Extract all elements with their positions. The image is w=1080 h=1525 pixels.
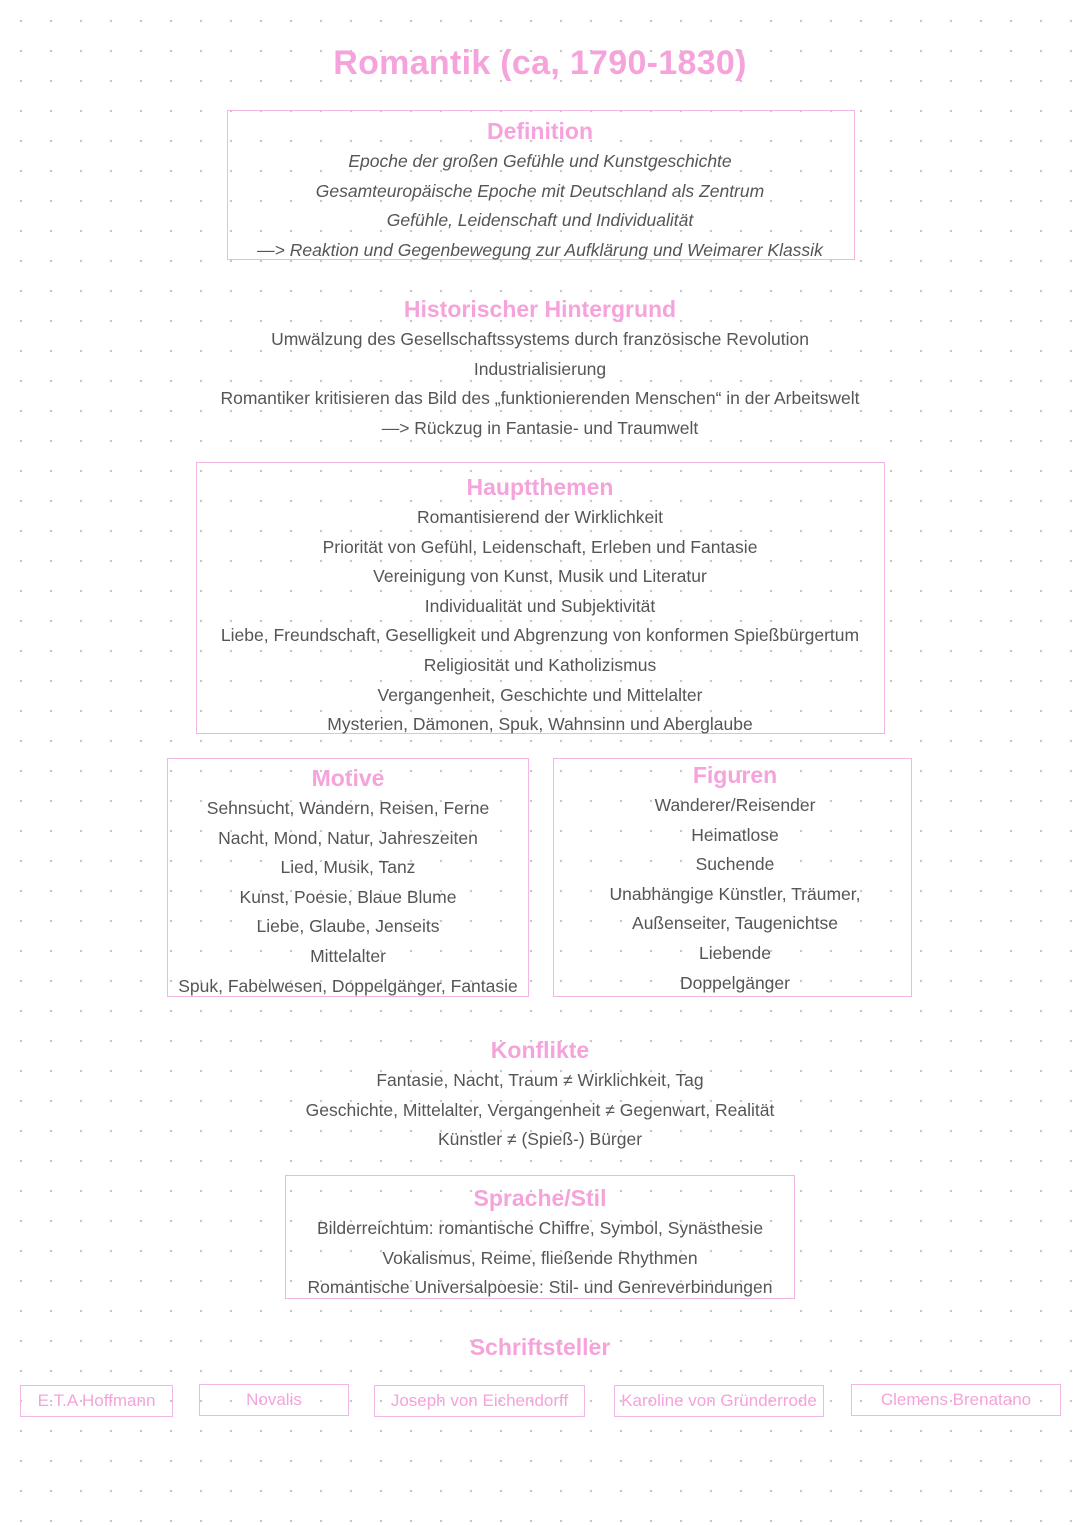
writers-heading: Schriftsteller — [469, 1334, 611, 1360]
style-line: Bilderreichtum: romantische Chiffre, Symbol, Synästhesie — [316, 1218, 764, 1238]
history-line: Romantiker kritisieren das Bild des „funktionierenden Menschen“ in der Arbeitswelt — [220, 388, 860, 409]
themes-line: Vereinigung von Kunst, Musik und Literatur — [373, 566, 707, 587]
style-line: Romantische Universalpoesie: Stil- und Genreverbindungen — [307, 1277, 773, 1298]
history-section — [0, 293, 1080, 443]
conflicts-line: Geschichte, Mittelalter, Vergangenheit ≠ Gegenwart, Realität — [305, 1099, 775, 1120]
style-heading: Sprache/Stil — [473, 1185, 607, 1211]
themes-line: Individualität und Subjektivität — [424, 595, 656, 616]
figures-line: Liebende — [698, 942, 772, 963]
writers-section — [0, 1331, 1080, 1363]
themes-line: Mysterien, Dämonen, Spuk, Wahnsinn und Aberglaube — [327, 714, 753, 735]
motives-heading: Motive — [311, 765, 385, 791]
definition-line: —> Reaktion und Gegenbewegung zur Aufklärung und Weimarer Klassik — [257, 239, 823, 260]
writer-tag-hoffmann: E.T.A Hoffmann — [20, 1385, 173, 1417]
history-heading: Historischer Hintergrund — [403, 296, 677, 322]
conflicts-section — [0, 1034, 1080, 1155]
motives-line: Nacht, Mond, Natur, Jahreszeiten — [218, 827, 478, 848]
writer-tag-brentano: Clemens Brenatano — [851, 1384, 1061, 1416]
definition-heading: Definition — [486, 118, 594, 144]
writer-tag-eichendorff: Joseph von Eichendorff — [374, 1385, 585, 1417]
conflicts-line: Künstler ≠ (Spieß-) Bürger — [437, 1129, 643, 1150]
motives-line: Kunst, Poesie, Blaue Blume — [239, 886, 457, 907]
themes-heading: Hauptthemen — [466, 474, 614, 500]
motives-line: Sehnsucht, Wandern, Reisen, Ferne — [206, 798, 490, 818]
conflicts-line: Fantasie, Nacht, Traum ≠ Wirklichkeit, Tag — [376, 1070, 704, 1090]
figures-line: Suchende — [695, 854, 775, 875]
motives-line: Liebe, Glaube, Jenseits — [256, 916, 440, 937]
definition-section — [0, 115, 1080, 265]
themes-line: Liebe, Freundschaft, Geselligkeit und Abgrenzung von konformen Spießbürgertum — [220, 625, 860, 646]
definition-line: Gesamteuropäische Epoche mit Deutschland als Zentrum — [315, 180, 765, 201]
figures-line: Außenseiter, Taugenichtse — [632, 913, 838, 934]
themes-line: Romantisierend der Wirklichkeit — [416, 507, 664, 527]
history-line: Umwälzung des Gesellschaftssystems durch französische Revolution — [271, 329, 809, 349]
themes-section — [0, 471, 1080, 740]
conflicts-heading: Konflikte — [490, 1037, 590, 1063]
figures-line: Unabhängige Künstler, Träumer, — [609, 883, 861, 904]
themes-line: Vergangenheit, Geschichte und Mittelalter — [377, 684, 703, 705]
figures-line: Wanderer/Reisender — [654, 795, 816, 815]
figures-section — [553, 759, 917, 998]
history-line: Industrialisierung — [473, 358, 607, 379]
figures-line: Doppelgänger — [680, 972, 790, 993]
motives-section — [167, 762, 529, 1001]
figures-line: Heimatlose — [691, 824, 779, 845]
page-title: Romantik (ca, 1790-1830) — [333, 44, 747, 82]
themes-line: Religiosität und Katholizismus — [423, 654, 657, 675]
writer-tag-novalis: Novalis — [199, 1384, 349, 1416]
style-section — [0, 1182, 1080, 1303]
themes-line: Priorität von Gefühl, Leidenschaft, Erleben und Fantasie — [322, 536, 758, 557]
writer-tag-guenderrode: Karoline von Gründerrode — [614, 1385, 824, 1417]
definition-line: Gefühle, Leidenschaft und Individualität — [386, 210, 694, 231]
motives-line: Mittelalter — [310, 945, 386, 966]
figures-heading: Figuren — [692, 762, 778, 788]
definition-line: Epoche der großen Gefühle und Kunstgeschichte — [348, 151, 732, 171]
history-line: —> Rückzug in Fantasie- und Traumwelt — [381, 417, 699, 438]
motives-line: Spuk, Fabelwesen, Doppelgänger, Fantasie — [178, 975, 518, 996]
motives-line: Lied, Musik, Tanz — [280, 857, 416, 878]
style-line: Vokalismus, Reime, fließende Rhythmen — [382, 1247, 698, 1268]
